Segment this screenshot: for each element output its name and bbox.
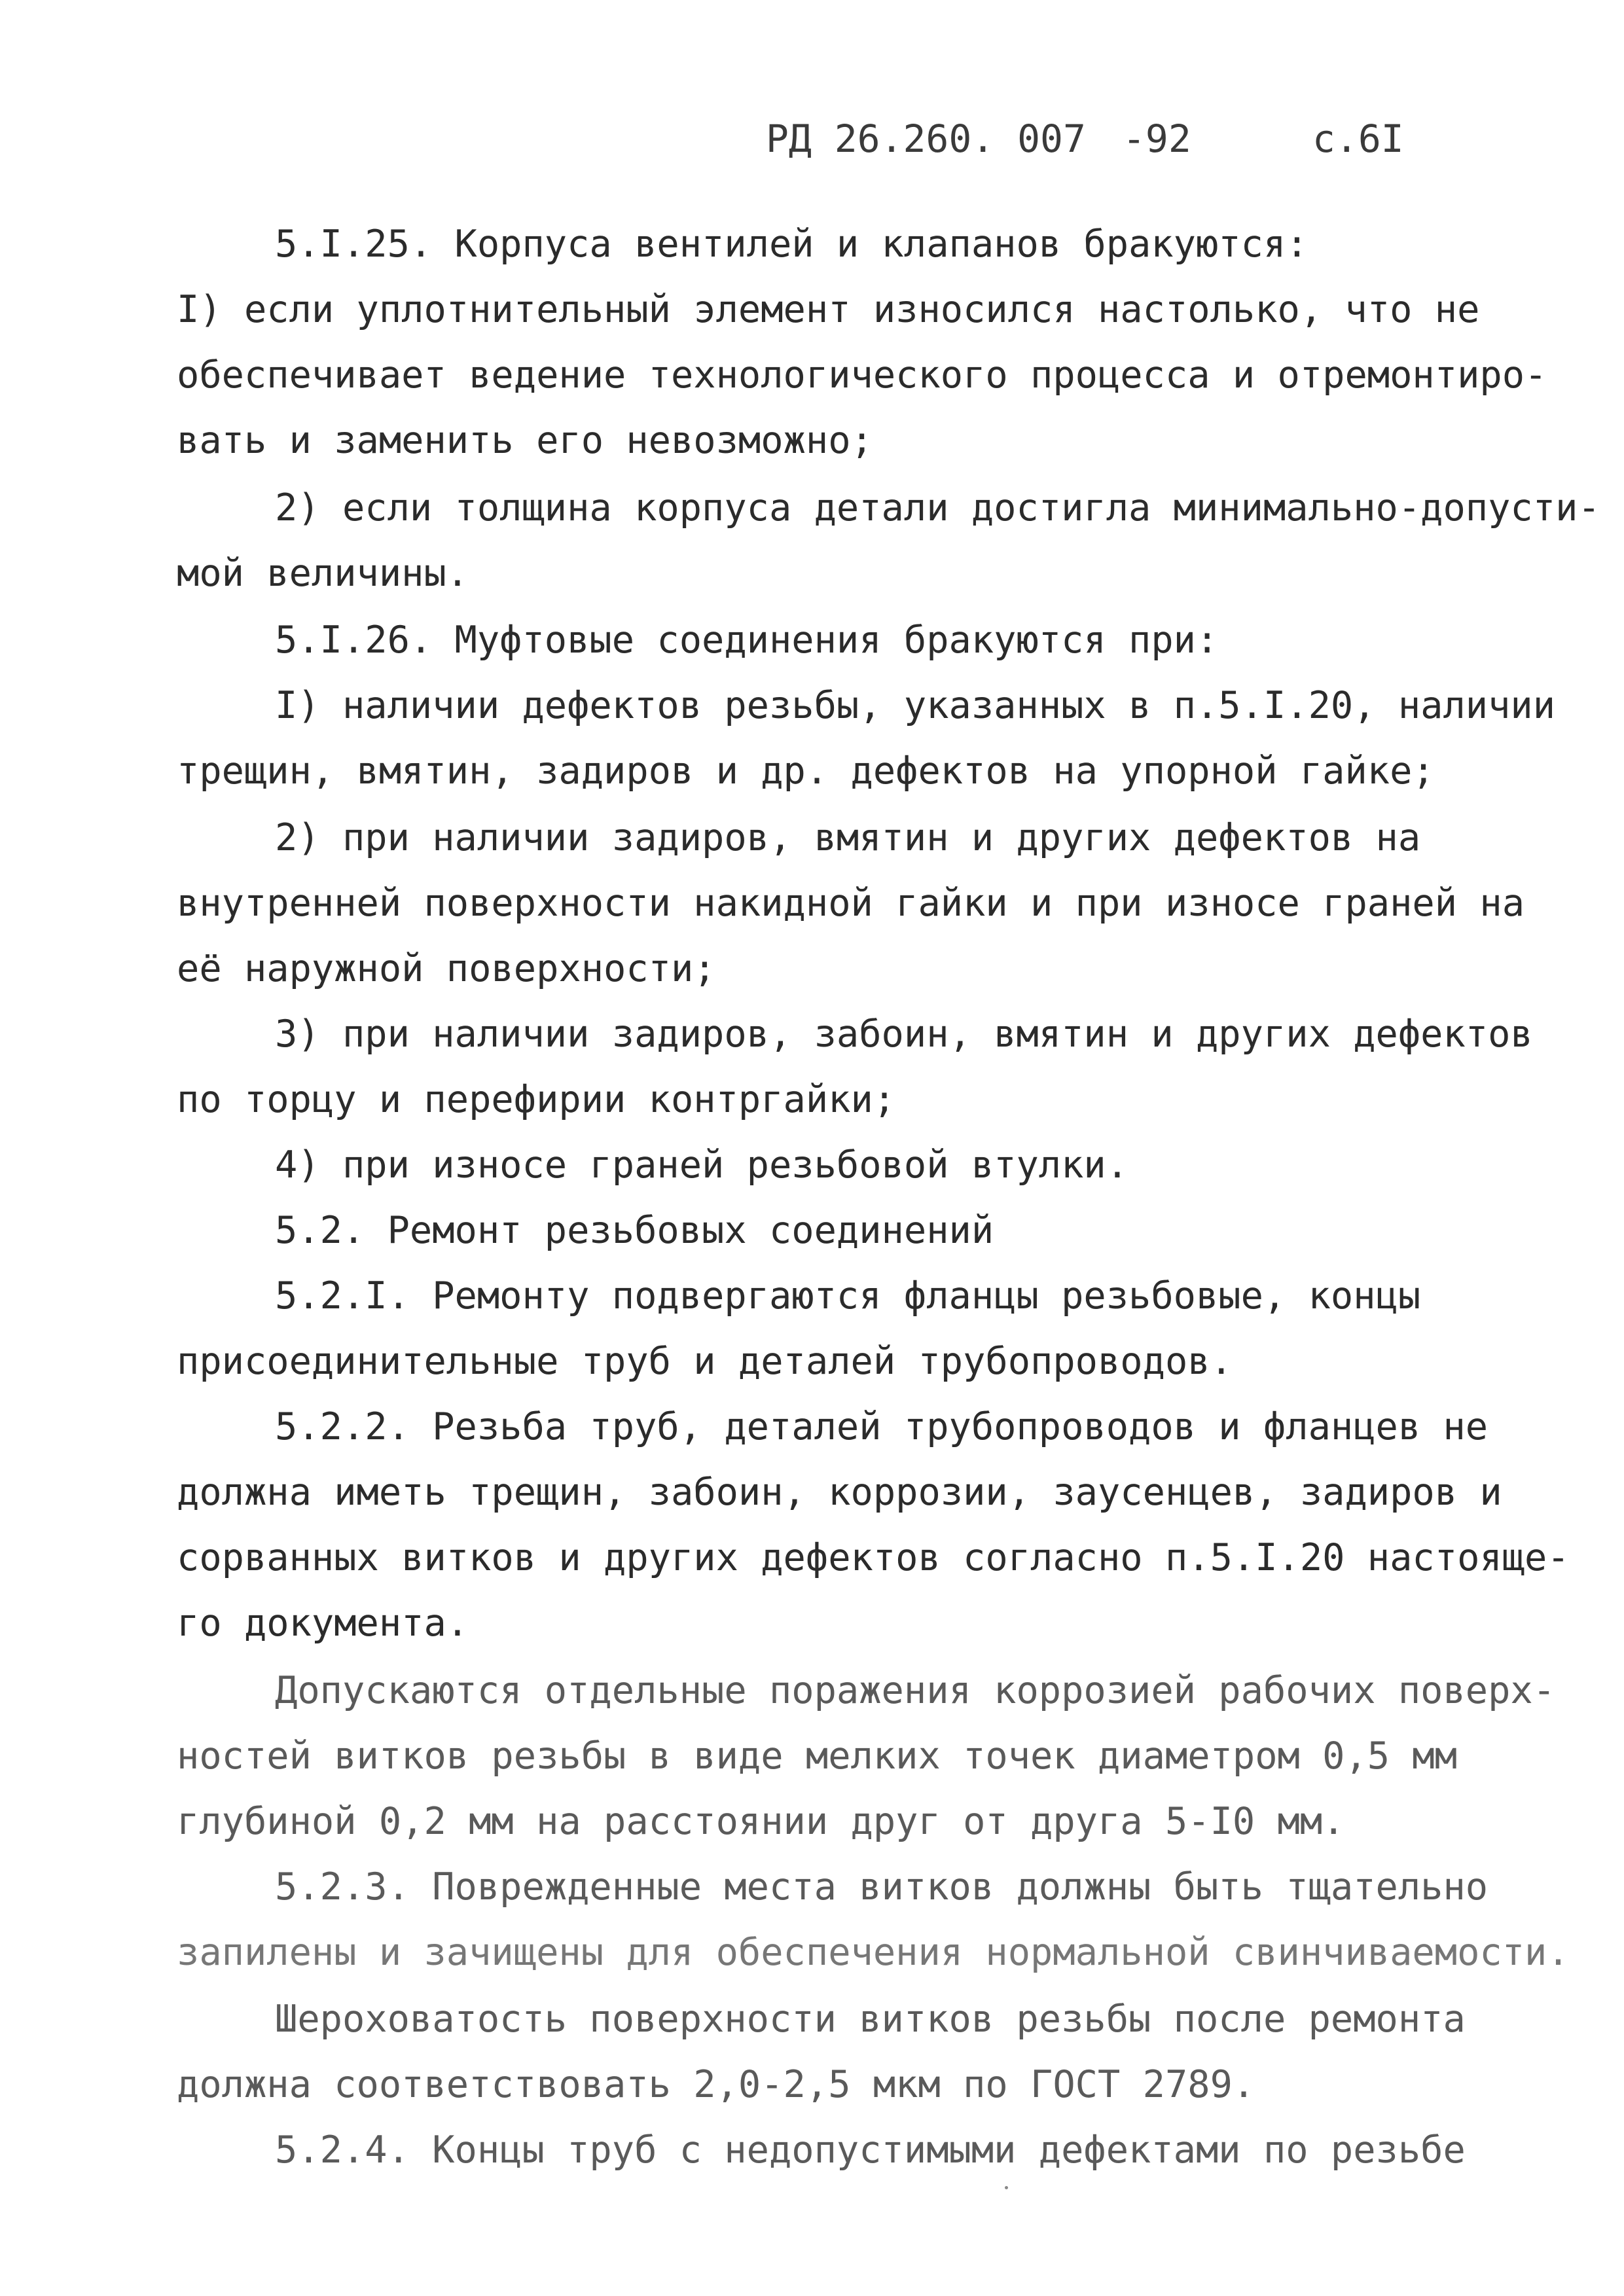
text-line: Допускаются отдельные поражения коррозией рабочих поверх- — [275, 1669, 1556, 1712]
text-line: 5.I.25. Корпуса вентилей и клапанов бракуются: — [275, 223, 1308, 266]
text-line: глубиной 0,2 мм на расстоянии друг от друга 5-I0 мм. — [177, 1800, 1345, 1843]
text-line: 3) при наличии задиров, забоин, вмятин и других дефектов — [275, 1013, 1533, 1056]
text-line: её наружной поверхности; — [177, 947, 716, 990]
text-line: 4) при износе граней резьбовой втулки. — [275, 1143, 1129, 1187]
text-line: 5.2.I. Ремонту подвергаются фланцы резьбовые, концы — [275, 1274, 1421, 1318]
text-line: внутренней поверхности накидной гайки и при износе граней на — [177, 882, 1525, 925]
text-line: трещин, вмятин, задиров и др. дефектов на упорной гайке; — [177, 749, 1435, 793]
document-year: -92 — [1123, 117, 1191, 161]
text-line: 2) при наличии задиров, вмятин и других дефектов на — [275, 816, 1421, 859]
text-line: присоединительные труб и деталей трубопроводов. — [177, 1340, 1233, 1383]
text-line: должна соответствовать 2,0-2,5 мкм по ГОСТ 2789. — [177, 2063, 1255, 2106]
text-line: 5.2.4. Концы труб с недопустимыми дефектами по резьбе — [275, 2128, 1466, 2172]
text-line: Шероховатость поверхности витков резьбы после ремонта — [275, 1998, 1466, 2041]
text-line: 5.I.26. Муфтовые соединения бракуются при: — [275, 619, 1219, 662]
text-line: I) если уплотнительный элемент износился настолько, что не — [177, 288, 1480, 331]
text-line: 5.2.2. Резьба труб, деталей трубопроводов и фланцев не — [275, 1405, 1489, 1448]
text-line: сорванных витков и других дефектов согласно п.5.I.20 настояще- — [177, 1536, 1570, 1579]
text-line: по торцу и перефирии контргайки; — [177, 1078, 896, 1121]
text-line: 5.2.3. Поврежденные места витков должны быть тщательно — [275, 1865, 1489, 1909]
page-number: с.6I — [1312, 117, 1404, 161]
text-line: запилены и зачищены для обеспечения нормальной свинчиваемости. — [177, 1931, 1570, 1974]
text-line: 2) если толщина корпуса детали достигла минимально-допусти- — [275, 486, 1600, 529]
page-header — [766, 117, 1420, 169]
text-line: должна иметь трещин, забоин, коррозии, заусенцев, задиров и — [177, 1471, 1502, 1514]
text-line: мой величины. — [177, 552, 469, 595]
text-line: вать и заменить его невозможно; — [177, 419, 873, 462]
text-line: обеспечивает ведение технологического процесса и отремонтиро- — [177, 353, 1547, 397]
text-line: I) наличии дефектов резьбы, указанных в п.5.I.20, наличии — [275, 684, 1556, 727]
section-heading: 5.2. Ремонт резьбовых соединений — [275, 1209, 994, 1252]
text-line: ностей витков резьбы в виде мелких точек диаметром 0,5 мм — [177, 1734, 1458, 1778]
scan-speck — [1005, 2186, 1008, 2189]
document-code: РД 26.260. 007 — [766, 117, 1086, 161]
text-line: го документа. — [177, 1602, 469, 1645]
